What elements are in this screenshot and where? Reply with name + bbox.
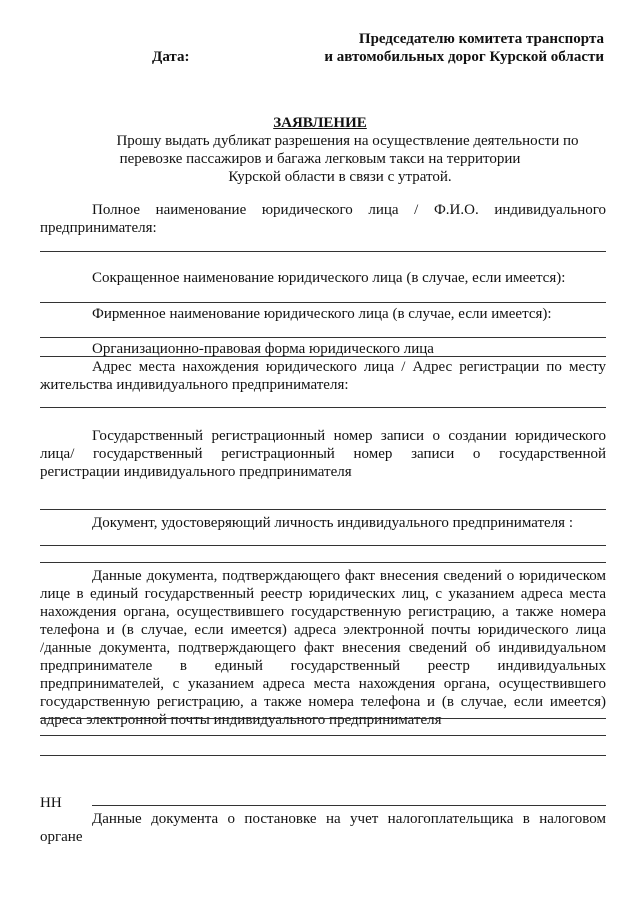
full-name-label-line-2: предпринимателя: bbox=[40, 220, 157, 236]
brand-name-fill-line[interactable] bbox=[40, 337, 606, 338]
reg-number-label-line-2: лица/ государственный регистрационный номер записи о государственной bbox=[40, 446, 606, 462]
registry-doc-fill-line-3[interactable] bbox=[40, 755, 606, 756]
id-document-fill-line-2[interactable] bbox=[40, 562, 606, 563]
intro-line-3: Курской области в связи с утратой. bbox=[228, 169, 452, 185]
registry-doc-line-4: телефона и (в случае, если имеется) адреса электронной почты юридического лица bbox=[40, 622, 606, 638]
hh-fill-line[interactable] bbox=[92, 805, 606, 806]
short-name-label: Сокращенное наименование юридического лица (в случае, если имеется): bbox=[92, 270, 566, 286]
recipient-line-1: Председателю комитета транспорта bbox=[358, 31, 604, 47]
address-label-line-2: жительства индивидуального предпринимателя: bbox=[40, 377, 349, 393]
address-label-line-1: Адрес места нахождения юридического лица / Адрес регистрации по месту bbox=[92, 359, 606, 375]
tax-doc-line-1: Данные документа о постановке на учет налогоплательщика в налоговом bbox=[92, 811, 606, 827]
registry-doc-line-6: предпринимателе в единый государственный реестр индивидуальных bbox=[40, 658, 606, 674]
id-document-label: Документ, удостоверяющий личность индивидуального предпринимателя : bbox=[92, 515, 573, 531]
registry-doc-fill-line-1[interactable] bbox=[40, 718, 606, 719]
hh-label: НН bbox=[40, 795, 62, 811]
short-name-fill-line[interactable] bbox=[40, 302, 606, 303]
registry-doc-line-2: лице в единый государственный реестр юридических лиц, с указанием адреса места bbox=[40, 586, 606, 602]
full-name-fill-line[interactable] bbox=[40, 251, 606, 252]
reg-number-fill-line[interactable] bbox=[40, 509, 606, 510]
registry-doc-line-3: нахождения органа, осуществившего государственную регистрацию, а также номера bbox=[40, 604, 606, 620]
reg-number-label-line-3: регистрации индивидуального предпринимателя bbox=[40, 464, 352, 480]
intro-line-2: перевозке пассажиров и багажа легковым такси на территории bbox=[119, 151, 521, 167]
registry-doc-line-8: государственную регистрацию, а также номера телефона и (в случае, если имеется) bbox=[40, 694, 606, 710]
address-fill-line[interactable] bbox=[40, 407, 606, 408]
registry-doc-line-7: предпринимателей, с указанием адреса места нахождения органа, осуществившего bbox=[40, 676, 606, 692]
full-name-label-line-1: Полное наименование юридического лица / Ф.И.О. индивидуального bbox=[92, 202, 606, 218]
brand-name-label: Фирменное наименование юридического лица (в случае, если имеется): bbox=[92, 306, 552, 322]
legal-form-fill-line[interactable] bbox=[40, 356, 606, 357]
date-label: Дата: bbox=[152, 49, 190, 65]
registry-doc-line-1: Данные документа, подтверждающего факт внесения сведений о юридическом bbox=[92, 568, 606, 584]
document-title: ЗАЯВЛЕНИЕ bbox=[273, 115, 367, 131]
registry-doc-fill-line-2[interactable] bbox=[40, 735, 606, 736]
tax-doc-line-2: органе bbox=[40, 829, 83, 845]
recipient-line-2: и автомобильных дорог Курской области bbox=[324, 49, 604, 65]
intro-line-1: Прошу выдать дубликат разрешения на осуществление деятельности по bbox=[116, 133, 579, 149]
id-document-fill-line-1[interactable] bbox=[40, 545, 606, 546]
registry-doc-line-5: /данные документа, подтверждающего факт внесения сведений об индивидуальном bbox=[40, 640, 606, 656]
registry-doc-line-9: адреса электронной почты индивидуального предпринимателя bbox=[40, 712, 442, 728]
reg-number-label-line-1: Государственный регистрационный номер записи о создании юридического bbox=[92, 428, 606, 444]
legal-form-label: Организационно-правовая форма юридического лица bbox=[92, 341, 434, 357]
